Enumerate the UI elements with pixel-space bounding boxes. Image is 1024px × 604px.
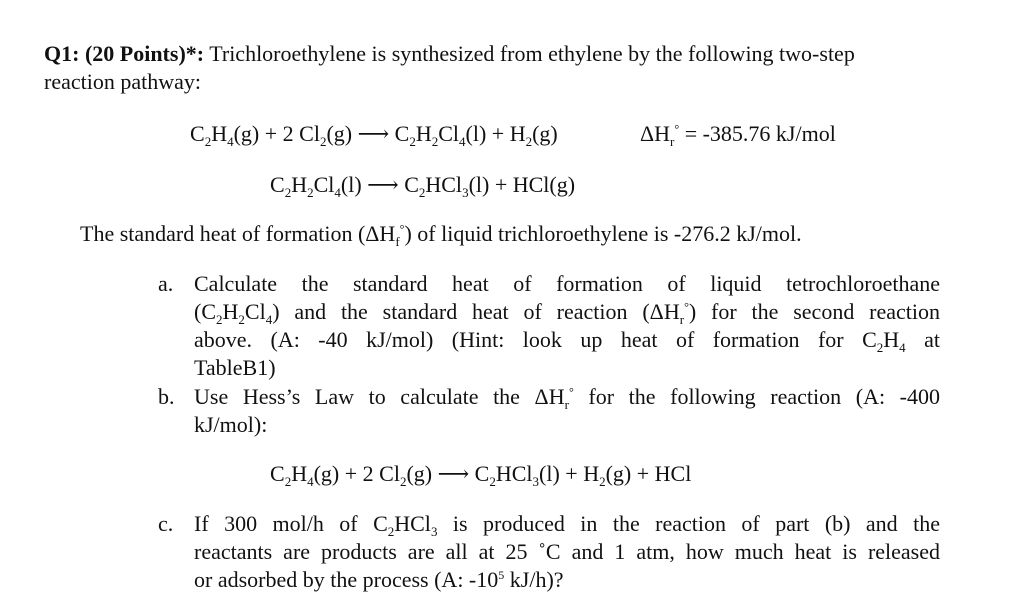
question-intro-line1 xyxy=(44,40,855,68)
part-a-line4: TableB1) xyxy=(194,355,276,380)
part-b-equation: $C_2H_4(g) + 2$ $Cl_2(g)$ ⟶ $C_2HCl_3(l) + H_2(g)$ + HCl xyxy=(270,461,692,489)
reaction-2-equation: $C_2H_2Cl_4(l)$ ⟶ $C_2HCl_3(l) + HCl(g)$ xyxy=(270,172,576,200)
part-c-line2: reactants are products are all at 25 ˚C and 1 atm, how much heat is released xyxy=(194,539,940,564)
question-intro-text: Trichloroethylene is synthesized from ethylene by the following two-step xyxy=(209,41,855,66)
question-intro-line2: reaction pathway: xyxy=(44,69,201,94)
reaction-arrow: ⟶ xyxy=(361,172,405,197)
reaction-arrow: ⟶ xyxy=(352,121,395,146)
part-c-line1: If 300 mol/h of $C_2HCl_3$ is produced in the reaction of part (b) and the xyxy=(194,511,940,539)
part-a-line2: $(C_2H_2Cl_4)$ and the standard heat of reaction $(\Delta H_r^\circ)$ for the second reaction xyxy=(194,299,941,327)
part-c-line3: or adsorbed by the process (A: $-10^5$ kJ/h)? xyxy=(194,567,564,592)
part-a-line3: above. (A: -40 kJ/mol) (Hint: look up heat of formation for $C_2H_4$ at xyxy=(194,327,940,355)
reaction-1-enthalpy: $\Delta H_r^\circ = -385.76$ kJ/mol xyxy=(640,121,836,149)
part-b-marker: b. xyxy=(158,384,175,409)
reaction-arrow: ⟶ xyxy=(432,461,475,486)
part-a-line1: Calculate the standard heat of formation of liquid tetrochloroethane xyxy=(194,271,940,296)
question-heading: Q1: (20 Points)*: xyxy=(44,41,205,66)
reaction-1-equation: $C_2H_4(g) + 2$ $Cl_2(g)$ ⟶ $C_2H_2Cl_4(l) + H_2(g)$ xyxy=(190,121,558,149)
part-b-line1: Use Hess’s Law to calculate the $\Delta H_r^\circ$ for the following reaction (A: -400 xyxy=(194,384,940,412)
part-a-marker: a. xyxy=(158,271,174,296)
formation-statement: The standard heat of formation $(\Delta H_f^\circ)$ of liquid trichloroethylene is -276.2 kJ/mol. xyxy=(80,221,802,249)
part-c-marker: c. xyxy=(158,511,174,536)
part-b-line2: kJ/mol): xyxy=(194,412,268,437)
